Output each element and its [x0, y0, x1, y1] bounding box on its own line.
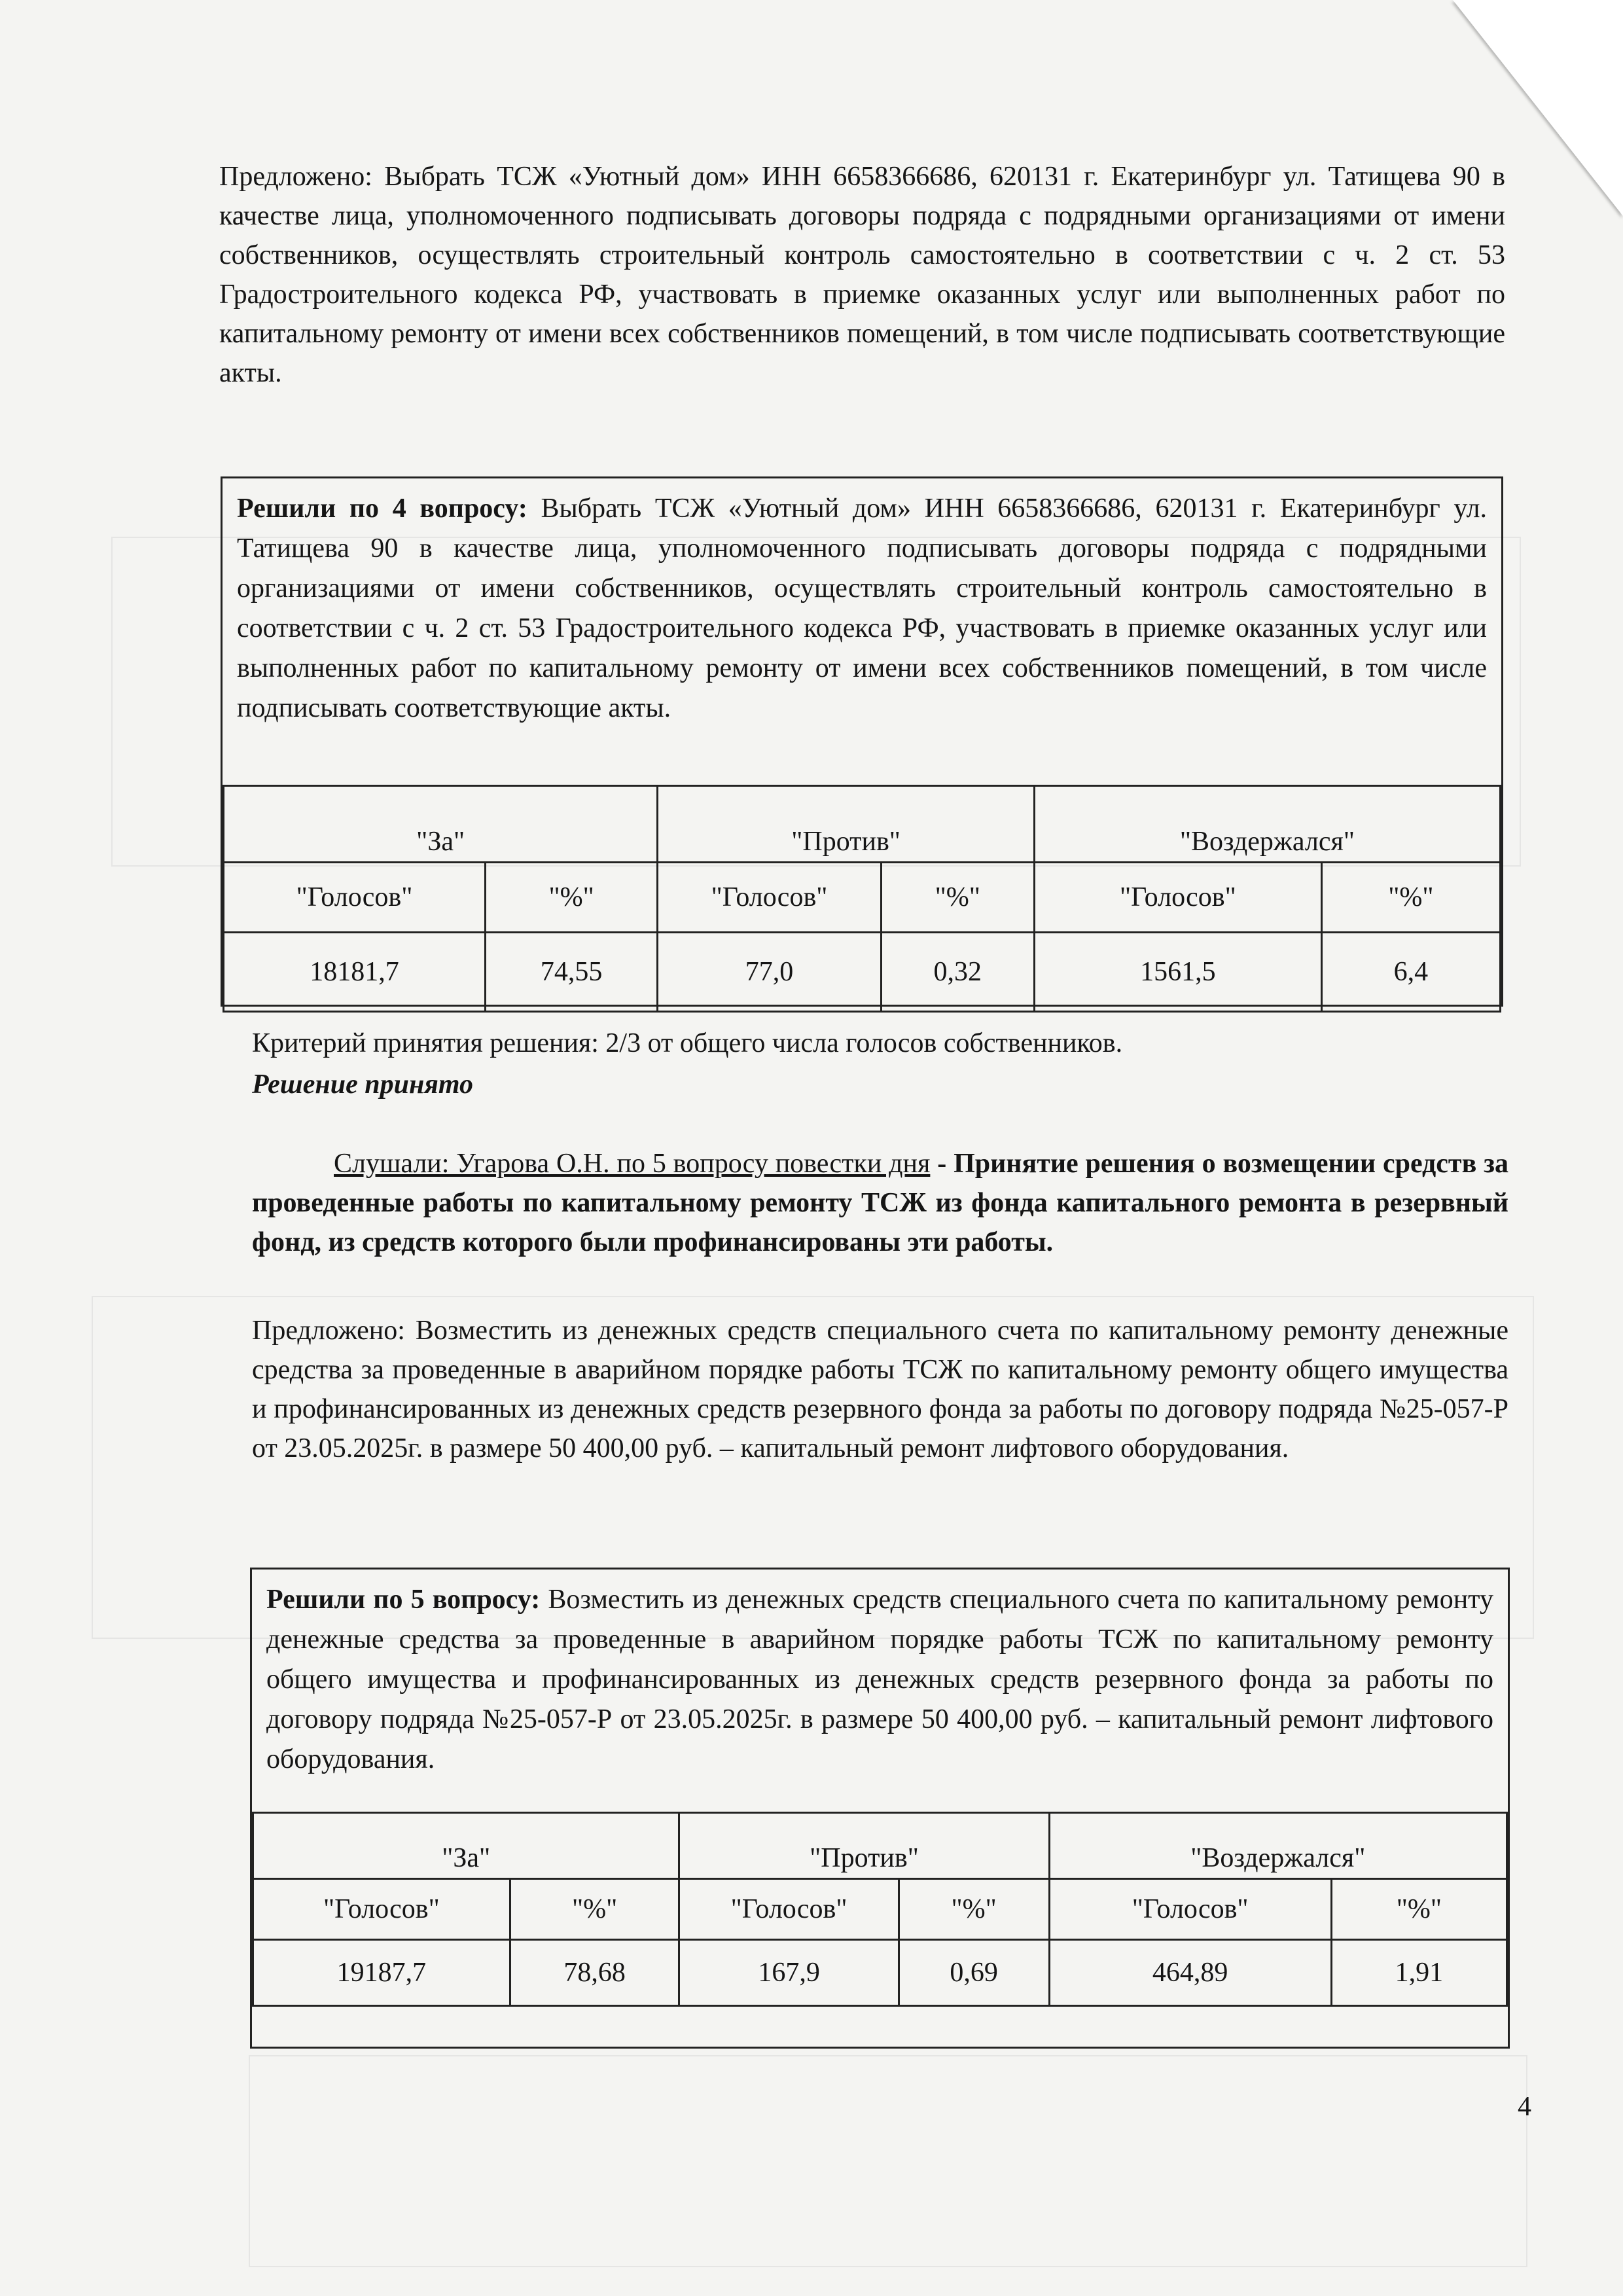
- header-for: "За": [253, 1813, 679, 1879]
- value-abstained-votes: 1561,5: [1034, 933, 1321, 1012]
- decision-4-text: [223, 478, 1501, 728]
- value-against-percent: 0,32: [881, 933, 1034, 1012]
- subheader-votes: "Голосов": [253, 1879, 510, 1940]
- value-for-votes: 19187,7: [253, 1940, 510, 2006]
- value-against-votes: 167,9: [679, 1940, 899, 2006]
- subheader-percent: "%": [510, 1879, 679, 1940]
- header-abstained: "Воздержался": [1034, 786, 1500, 863]
- subheader-votes: "Голосов": [224, 863, 486, 933]
- value-for-percent: 74,55: [485, 933, 657, 1012]
- value-abstained-votes: 464,89: [1049, 1940, 1331, 2006]
- subheader-votes: "Голосов": [1034, 863, 1321, 933]
- value-for-votes: 18181,7: [224, 933, 486, 1012]
- heard-paragraph: [252, 1144, 1508, 1262]
- header-against: "Против": [679, 1813, 1049, 1879]
- value-against-votes: 77,0: [658, 933, 881, 1012]
- subheader-percent: "%": [485, 863, 657, 933]
- decision-result: Решение принято: [252, 1069, 474, 1100]
- subheader-percent: "%": [1321, 863, 1500, 933]
- page-number: 4: [1518, 2092, 1531, 2122]
- header-against: "Против": [658, 786, 1035, 863]
- subheader-votes: "Голосов": [658, 863, 881, 933]
- value-abstained-percent: 6,4: [1321, 933, 1500, 1012]
- subheader-percent: "%": [881, 863, 1034, 933]
- decision-criterion: Критерий принятия решения: 2/3 от общего числа голосов собственников.: [252, 1028, 1123, 1058]
- value-for-percent: 78,68: [510, 1940, 679, 2006]
- decision-4-body: Выбрать ТСЖ «Уютный дом» ИНН 6658366686, 620131 г. Екатеринбург ул. Татищева 90 в качестве лица, уполномоченного подписывать договоры подряда с подрядными организациями от имени собственников, осуществлять строительный контроль самостоятельно в соответствии с ч. 2 ст. 53 Градостроительного кодекса РФ, участвовать в приемке оказанных услуг или выполненных работ по капитальному ремонту от имени всех собственников помещений, в том числе подписывать соответствующие акты.: [237, 493, 1487, 723]
- value-abstained-percent: 1,91: [1331, 1940, 1507, 2006]
- decision-5-label: Решили по 5 вопросу:: [266, 1585, 541, 1615]
- heard-prefix: Слушали: Угарова О.Н. по 5 вопросу повестки дня: [334, 1149, 931, 1179]
- proposal-5-paragraph: Предложено: Возместить из денежных средств специального счета по капитальному ремонту денежные средства за проведенные в аварийном порядке работы ТСЖ по капитальному ремонту общего имущества и профинансированных из денежных средств резервного фонда за работы по договору подряда №25-057-Р от 23.05.2025г. в размере 50 400,00 руб. – капитальный ремонт лифтового оборудования.: [252, 1316, 1508, 1463]
- subheader-votes: "Голосов": [679, 1879, 899, 1940]
- proposal-4-paragraph: Предложено: Выбрать ТСЖ «Уютный дом» ИНН 6658366686, 620131 г. Екатеринбург ул. Татищева 90 в качестве лица, уполномоченного подписывать договоры подряда с подрядными организациями от имени собственников, осуществлять строительный контроль самостоятельно в соответствии с ч. 2 ст. 53 Градостроительного кодекса РФ, участвовать в приемке оказанных услуг или выполненных работ по капитальному ремонту от имени всех собственников помещений, в том числе подписывать соответствующие акты.: [219, 162, 1505, 388]
- heard-topic: Принятие решения о возмещении средств за проведенные работы по капитальному ремонту ТСЖ из фонда капитального ремонта в резервный фонд, из средств которого были профинансированы эти работы.: [252, 1149, 1508, 1257]
- subheader-percent: "%": [899, 1879, 1049, 1940]
- decision-5-box: [250, 1568, 1510, 2049]
- vote-table-4: [223, 785, 1501, 1013]
- header-abstained: "Воздержался": [1049, 1813, 1507, 1879]
- decision-5-body: Возместить из денежных средств специального счета по капитальному ремонту денежные средства за проведенные в аварийном порядке работы ТСЖ по капитальному ремонту общего имущества и профинансированных из денежных средств резервного фонда за работы по договору подряда №25-057-Р от 23.05.2025г. в размере 50 400,00 руб. – капитальный ремонт лифтового оборудования.: [266, 1585, 1493, 1774]
- decision-4-label: Решили по 4 вопросу:: [237, 493, 527, 524]
- header-for: "За": [224, 786, 658, 863]
- decision-5-text: [252, 1570, 1508, 1780]
- heard-separator: -: [930, 1149, 954, 1179]
- vote-table-5: [252, 1812, 1508, 2007]
- value-against-percent: 0,69: [899, 1940, 1049, 2006]
- subheader-votes: "Голосов": [1049, 1879, 1331, 1940]
- show-through-table: [249, 2055, 1527, 2267]
- decision-4-box: [221, 476, 1503, 1007]
- subheader-percent: "%": [1331, 1879, 1507, 1940]
